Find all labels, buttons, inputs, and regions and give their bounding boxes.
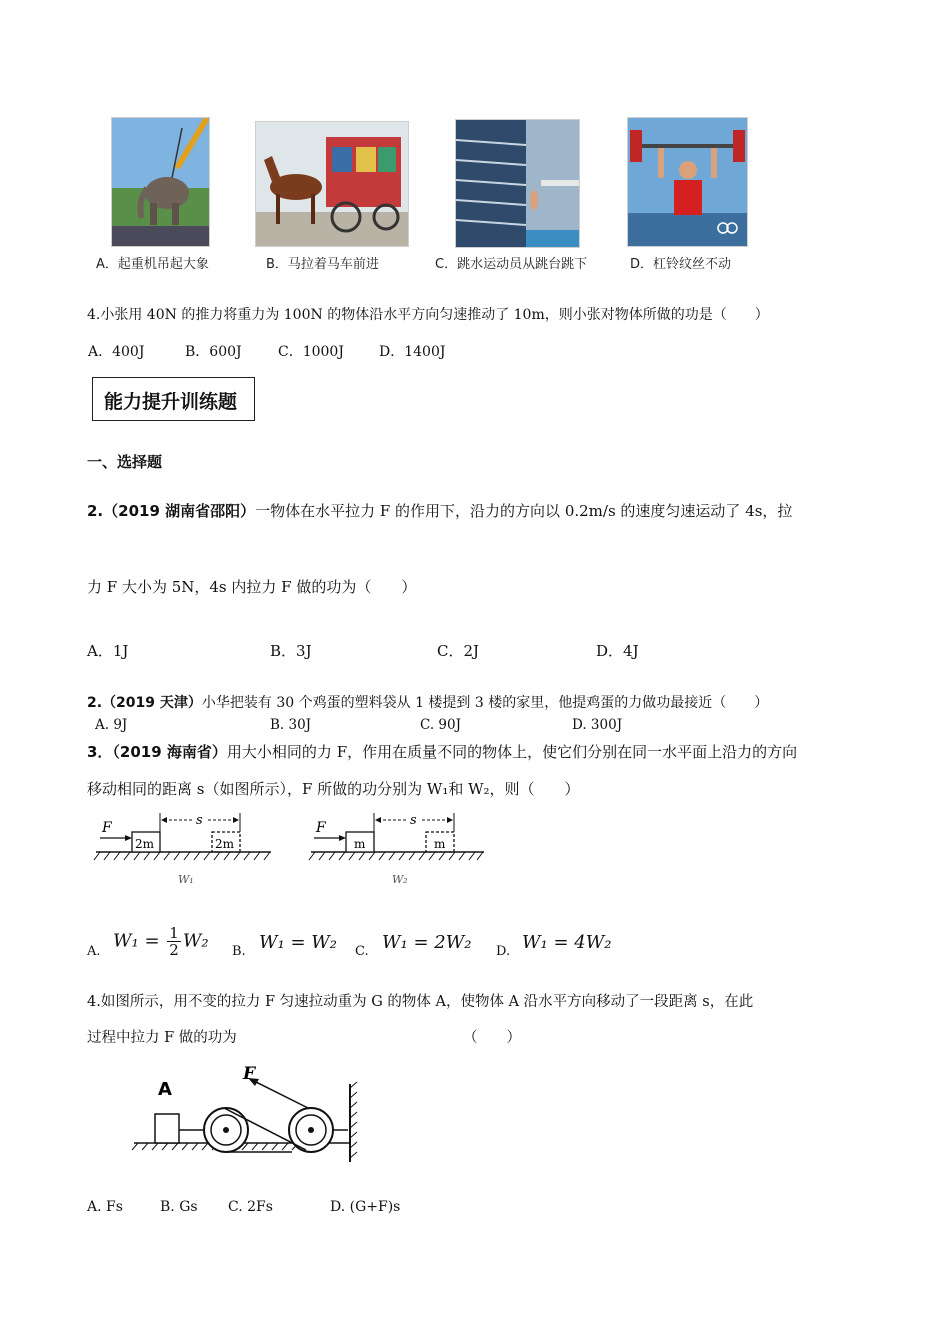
- q3-option-a-formula: [113, 925, 209, 958]
- q3-fig-right-ghost: m: [434, 837, 446, 851]
- q2a-line1: [87, 500, 792, 521]
- q2a-text-1: 一物体在水平拉力 F 的作用下，沿力的方向以 0.2m/s 的速度匀速运动了 4s，拉: [255, 502, 793, 520]
- q2a-option-d: D．4J: [596, 642, 639, 660]
- q3-option-c-formula: W₁ = 2W₂: [382, 932, 472, 953]
- q3-option-a-num: 1: [169, 924, 179, 942]
- q4b-line1: 4.如图所示，用不变的拉力 F 匀速拉动重为 G 的物体 A，使物体 A 沿水平方向移动了一段距离 s，在此: [87, 994, 754, 1010]
- section-title: 能力提升训练题: [104, 391, 238, 413]
- q3-option-d-label: D.: [496, 944, 511, 959]
- q3-fig-left-w: W₁: [178, 873, 194, 886]
- q4a-option-b: B．600J: [185, 344, 242, 360]
- q4b-option-d: D. (G+F)s: [330, 1199, 401, 1215]
- q3-option-a-lhs: W₁ =: [113, 930, 160, 952]
- q3-line2: 移动相同的距离 s（如图所示），F 所做的功分别为 W₁和 W₂，则（ ）: [87, 780, 580, 798]
- q2b-option-a: A. 9J: [95, 717, 128, 733]
- q2a-line2: 力 F 大小为 5N，4s 内拉力 F 做的功为（ ）: [87, 578, 417, 596]
- caption-d: D．杠铃纹丝不动: [630, 257, 732, 272]
- q2a-source: 2.（2019 湖南省邵阳）: [87, 502, 256, 520]
- caption-a: A．起重机吊起大象: [96, 257, 209, 272]
- q3-fig-right-mass: m: [354, 837, 366, 851]
- q4a-option-a: A．400J: [88, 344, 145, 360]
- q4b-figure: [128, 1062, 364, 1167]
- q4b-option-c: C. 2Fs: [228, 1199, 273, 1215]
- q3-fig-right-s: s: [410, 813, 417, 828]
- q3-fig-left-s: s: [196, 813, 203, 828]
- caption-c: C．跳水运动员从跳台跳下: [435, 257, 588, 272]
- q3-text-1: 用大小相同的力 F，作用在质量不同的物体上，使它们分别在同一水平面上沿力的方向: [226, 743, 798, 761]
- q3-option-a-den: 2: [169, 941, 179, 959]
- section-title-box: [92, 377, 255, 421]
- q4b-fig-block: A: [158, 1079, 172, 1100]
- q4b-option-a: A. Fs: [87, 1199, 123, 1215]
- q3-option-a-rhs: W₂: [182, 930, 209, 952]
- q4b-option-b: B. Gs: [160, 1199, 198, 1215]
- q3-option-d-formula: W₁ = 4W₂: [522, 932, 612, 953]
- q3-fig-right-f: F: [316, 820, 326, 836]
- q3-fig-left-f: F: [102, 820, 112, 836]
- crane-elephant-photo: [111, 117, 210, 247]
- q4b-fig-force: F: [243, 1064, 256, 1084]
- q3-source: 3．（2019 海南省）: [87, 743, 227, 761]
- q3-fig-right-w: W₂: [392, 873, 408, 886]
- q3-option-c-label: C.: [355, 944, 369, 959]
- q2a-option-c: C．2J: [437, 642, 480, 660]
- weightlifter-photo: [627, 117, 748, 247]
- q4a-stem: 4.小张用 40N 的推力将重力为 100N 的物体沿水平方向匀速推动了 10m，则小张对物体所做的功是（ ）: [87, 307, 769, 323]
- q2b-source: 2.（2019 天津）: [87, 695, 202, 711]
- q4b-bracket: （ ）: [463, 1030, 521, 1046]
- q3-line1: [87, 741, 797, 762]
- q3-option-a-label: A.: [87, 944, 101, 959]
- section-heading: 一、选择题: [87, 453, 163, 471]
- q2a-option-a: A．1J: [87, 642, 129, 660]
- q3-option-b-formula: W₁ = W₂: [259, 932, 337, 953]
- horse-cart-photo: [255, 121, 409, 247]
- q3-fig-left-mass: 2m: [135, 837, 155, 851]
- q2b-option-c: C. 90J: [420, 717, 462, 733]
- q2b-line: [87, 692, 768, 712]
- diver-photo: [455, 119, 580, 248]
- q2a-option-b: B．3J: [270, 642, 312, 660]
- q4a-option-d: D．1400J: [379, 344, 446, 360]
- q3-option-b-label: B.: [232, 944, 246, 959]
- q2b-option-d: D. 300J: [572, 717, 623, 733]
- q3-figure: [86, 808, 496, 893]
- caption-b: B．马拉着马车前进: [266, 257, 379, 272]
- q4a-option-c: C．1000J: [278, 344, 344, 360]
- q4b-line2: 过程中拉力 F 做的功为: [87, 1030, 237, 1046]
- q3-fig-left-ghost: 2m: [215, 837, 235, 851]
- q2b-text: 小华把装有 30 个鸡蛋的塑料袋从 1 楼提到 3 楼的家里，他提鸡蛋的力做功最接近（ ）: [201, 695, 769, 711]
- q2b-option-b: B. 30J: [270, 717, 312, 733]
